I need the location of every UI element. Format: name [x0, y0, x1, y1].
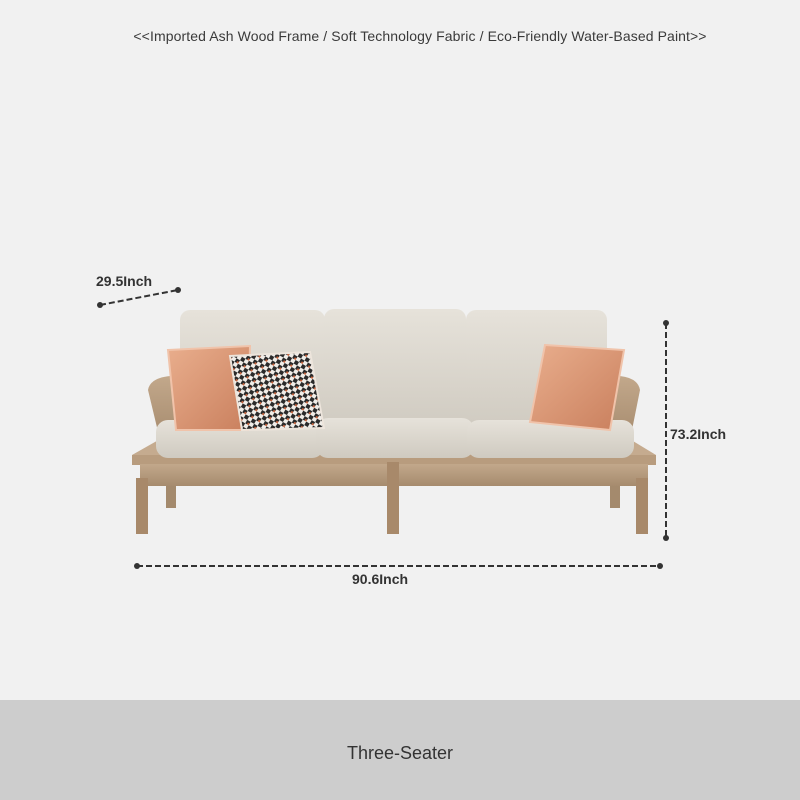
seat-cushion-middle: [316, 418, 474, 458]
pillow-houndstooth: [230, 352, 324, 430]
variant-footer: [0, 700, 800, 800]
sofa-leg: [636, 478, 648, 534]
height-label: 73.2Inch: [670, 426, 727, 442]
sofa-leg: [387, 462, 399, 534]
sofa-leg: [136, 478, 148, 534]
variant-label: Three-Seater: [346, 743, 454, 763]
width-dimension-line: [134, 563, 663, 569]
depth-dimension-line: [97, 287, 181, 308]
width-label: 90.6Inch: [352, 571, 409, 587]
back-cushion-middle: [324, 309, 466, 432]
product-caption: <<Imported Ash Wood Frame / Soft Technology Fabric / Eco-Friendly Water-Based Paint>>: [133, 28, 707, 44]
depth-label: 29.5Inch: [96, 273, 153, 289]
pillow-orange-right: [530, 345, 624, 430]
height-dimension-line: [663, 320, 669, 541]
